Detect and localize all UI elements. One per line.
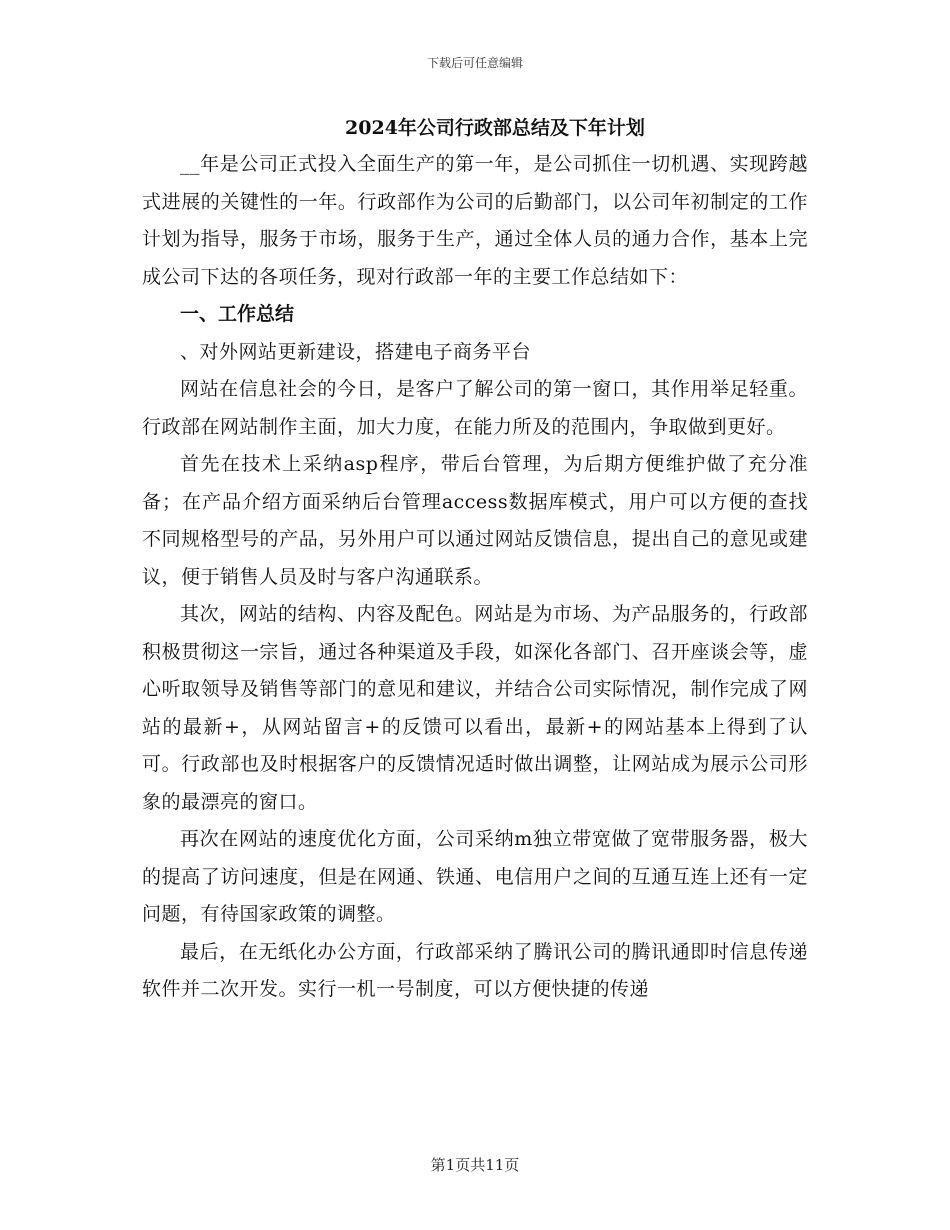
paragraph-technology: 首先在技术上采纳asp程序，带后台管理，为后期方便维护做了充分准备；在产品介绍方面采纳后台管理access数据库模式，用户可以方便的查找不同规格型号的产品，另外用户可以通过网站反馈信息，提出自己的意见或建议，便于销售人员及时与客户沟通联系。 — [142, 453, 808, 588]
section-heading-work-summary: 一、工作总结 — [180, 303, 295, 325]
document-title: 2024年公司行政部总结及下年计划 — [345, 117, 645, 139]
page-footer: 第1页共11页 — [430, 1156, 520, 1174]
paragraph-paperless-office: 最后，在无纸化办公方面，行政部采纳了腾讯公司的腾讯通即时信息传递软件并二次开发。实行一机一号制度，可以方便快捷的传递 — [142, 940, 808, 1000]
paragraph-structure: 其次，网站的结构、内容及配色。网站是为市场、为产品服务的，行政部积极贯彻这一宗旨，通过各种渠道及手段，如深化各部门、召开座谈会等，虚心听取领导及销售等部门的意见和建议，并结合公司实际情况，制作完成了网站的最新+，从网站留言+的反馈可以看出，最新+的网站基本上得到了认可。行政部也及时根据客户的反馈情况适时做出调整，让网站成为展示公司形象的最漂亮的窗口。 — [142, 603, 808, 813]
paragraph-website-importance: 网站在信息社会的今日，是客户了解公司的第一窗口，其作用举足轻重。行政部在网站制作主面，加大力度，在能力所及的范围内，争取做到更好。 — [142, 378, 808, 438]
document-body — [142, 112, 808, 1009]
intro-paragraph: __年是公司正式投入全面生产的第一年，是公司抓住一切机遇、实现跨越式进展的关键性的一年。行政部作为公司的后勤部门，以公司年初制定的工作计划为指导，服务于市场，服务于生产，通过全体人员的通力合作，基本上完成公司下达的各项任务，现对行政部一年的主要工作总结如下： — [142, 153, 808, 288]
header-note: 下载后可任意编辑 — [426, 56, 523, 70]
paragraph-speed-optimization: 再次在网站的速度优化方面，公司采纳m独立带宽做了宽带服务器，极大的提高了访问速度，但是在网通、铁通、电信用户之间的互通互连上还有一定问题，有待国家政策的调整。 — [142, 828, 808, 925]
subheading-website-construction: 、对外网站更新建设，搭建电子商务平台 — [180, 340, 532, 363]
